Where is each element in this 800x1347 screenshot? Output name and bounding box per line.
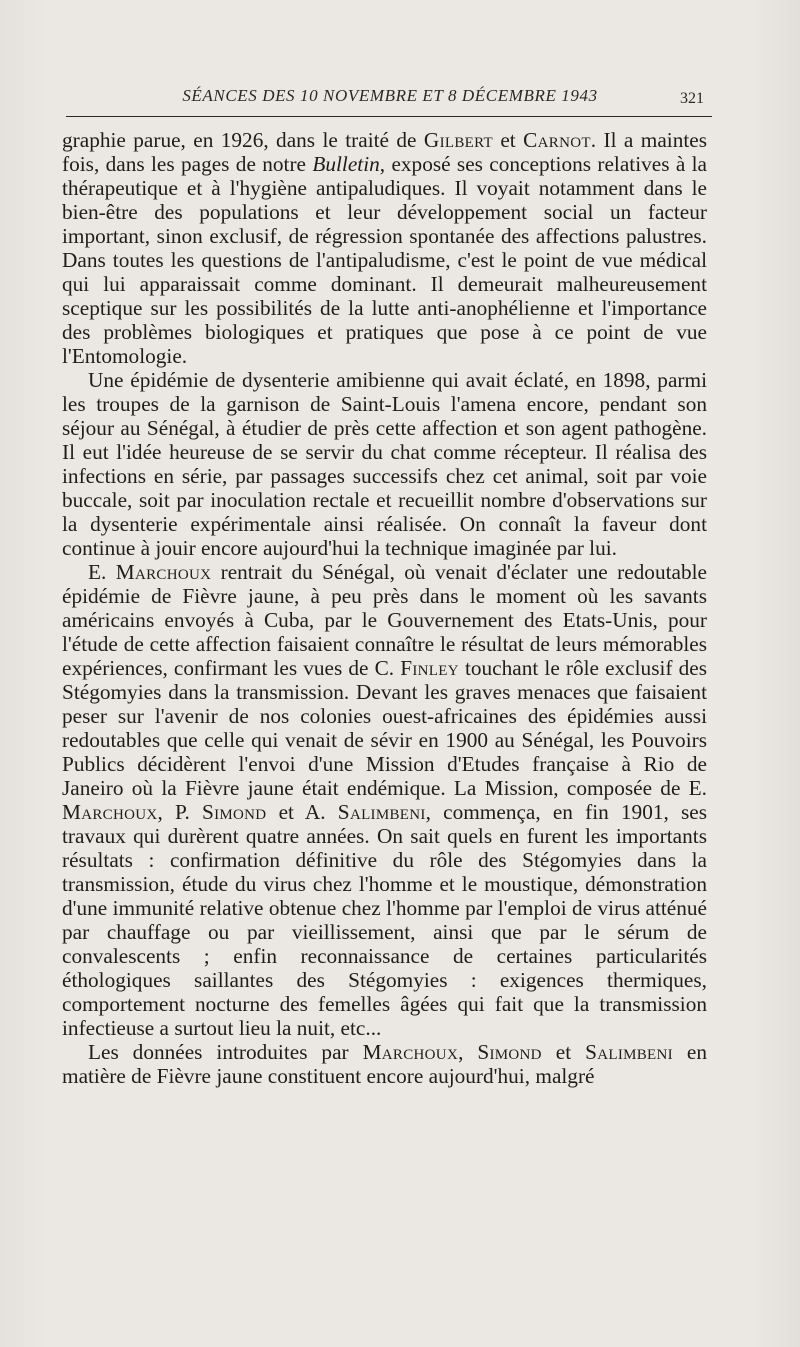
header-rule bbox=[66, 116, 712, 117]
text-run: et bbox=[541, 1040, 586, 1064]
author-name: Marchoux bbox=[362, 1040, 459, 1064]
page-number: 321 bbox=[680, 90, 704, 107]
body-text bbox=[62, 128, 707, 1088]
text-run: Les données introduites par bbox=[88, 1040, 363, 1064]
author-name: Simond bbox=[477, 1040, 542, 1064]
text-run: , bbox=[458, 1040, 478, 1064]
text-run: . Il a maintes fois, dans les pages de notre bbox=[62, 128, 707, 176]
text-run: E. bbox=[88, 560, 116, 584]
author-name: Salimbeni bbox=[337, 800, 426, 824]
text-run: et bbox=[492, 128, 524, 152]
author-name: Simond bbox=[201, 800, 267, 824]
text-run: graphie parue, en 1926, dans le traité de bbox=[62, 128, 424, 152]
text-run: en matière de Fièvre jaune constituent encore aujourd'hui, malgré bbox=[62, 1040, 707, 1088]
italic-title: Bulletin bbox=[312, 152, 380, 176]
author-name: Finley bbox=[400, 656, 459, 680]
paragraph bbox=[62, 560, 707, 1040]
text-run: Une épidémie de dysenterie amibienne qui avait éclaté, en 1898, parmi les troupes de la garnison de Saint-Louis l'amena encore, pendant son séjour au Sénégal, à étudier de près cette affection et son agent pathogène. Il eut l'idée heureuse de se servir du chat comme récepteur. Il réalisa des infections en série, par passages successifs chez cet animal, soit par voie buccale, soit par inoculation rectale et recueillit nombre d'observations sur la dysenterie expérimentale ainsi réalisée. On connaît la faveur dont continue à jouir encore aujourd'hui la technique imaginée par lui. bbox=[62, 368, 707, 560]
text-run: , P. bbox=[157, 800, 202, 824]
author-name: Marchoux bbox=[62, 800, 158, 824]
running-header: SÉANCES DES 10 NOVEMBRE ET 8 DÉCEMBRE 1943 bbox=[182, 86, 598, 105]
author-name: Gilbert bbox=[423, 128, 493, 152]
text-run: rentrait du Sénégal, où venait d'éclater une redoutable épidémie de Fièvre jaune, à peu près dans le moment où les savants américains envoyés à Cuba, par le Gouvernement des Etats-Unis, pour l'étude de cette affection faisaient connaître le résultat de leurs mémorables expériences, confirmant les vues de C. bbox=[62, 560, 707, 680]
text-run: , exposé ses conceptions relatives à la thérapeutique et à l'hygiène antipaludiques. Il voyait notamment dans le bien-être des populations et leur développement social un facteur important, sinon exclusif, de régression spontanée des affections palustres. Dans toutes les questions de l'antipaludisme, c'est le point de vue médical qui lui apparaissait comme dominant. Il demeurait malheureusement sceptique sur les possibilités de la lutte anti-anophélienne et l'importance des problèmes biologiques et pratiques que pose à ce point de vue l'Entomologie. bbox=[62, 152, 707, 368]
paragraph bbox=[62, 1040, 707, 1088]
text-run: et A. bbox=[266, 800, 338, 824]
paragraph bbox=[62, 128, 707, 368]
author-name: Salimbeni bbox=[585, 1040, 673, 1064]
text-run: , commença, en fin 1901, ses travaux qui durèrent quatre années. On sait quels en furent les importants résultats : confirmation définitive du rôle des Stégomyies dans la transmission, étude du virus chez l'homme et le moustique, démonstration d'une immunité relative obtenue chez l'homme par l'emploi de virus atténué par chauffage ou par vieillissement, ainsi que par le sérum de convalescents ; enfin reconnaissance de certaines particularités éthologiques saillantes des Stégomyies : exigences thermiques, comportement nocturne des femelles âgées qui fait que la transmission infectieuse a surtout lieu la nuit, etc... bbox=[62, 800, 708, 1040]
text-run: touchant le rôle exclusif des Stégomyies dans la transmission. Devant les graves menaces que faisaient peser sur l'avenir de nos colonies ouest-africaines des épidémies aussi redoutables que celle qui venait de sévir en 1900 au Sénégal, les Pouvoirs Publics décidèrent l'envoi d'une Mission d'Etudes française à Rio de Janeiro où la Fièvre jaune était endémique. La Mission, composée de E. bbox=[62, 656, 707, 800]
paragraph bbox=[62, 368, 707, 560]
author-name: Carnot bbox=[523, 128, 591, 152]
author-name: Marchoux bbox=[115, 560, 212, 584]
